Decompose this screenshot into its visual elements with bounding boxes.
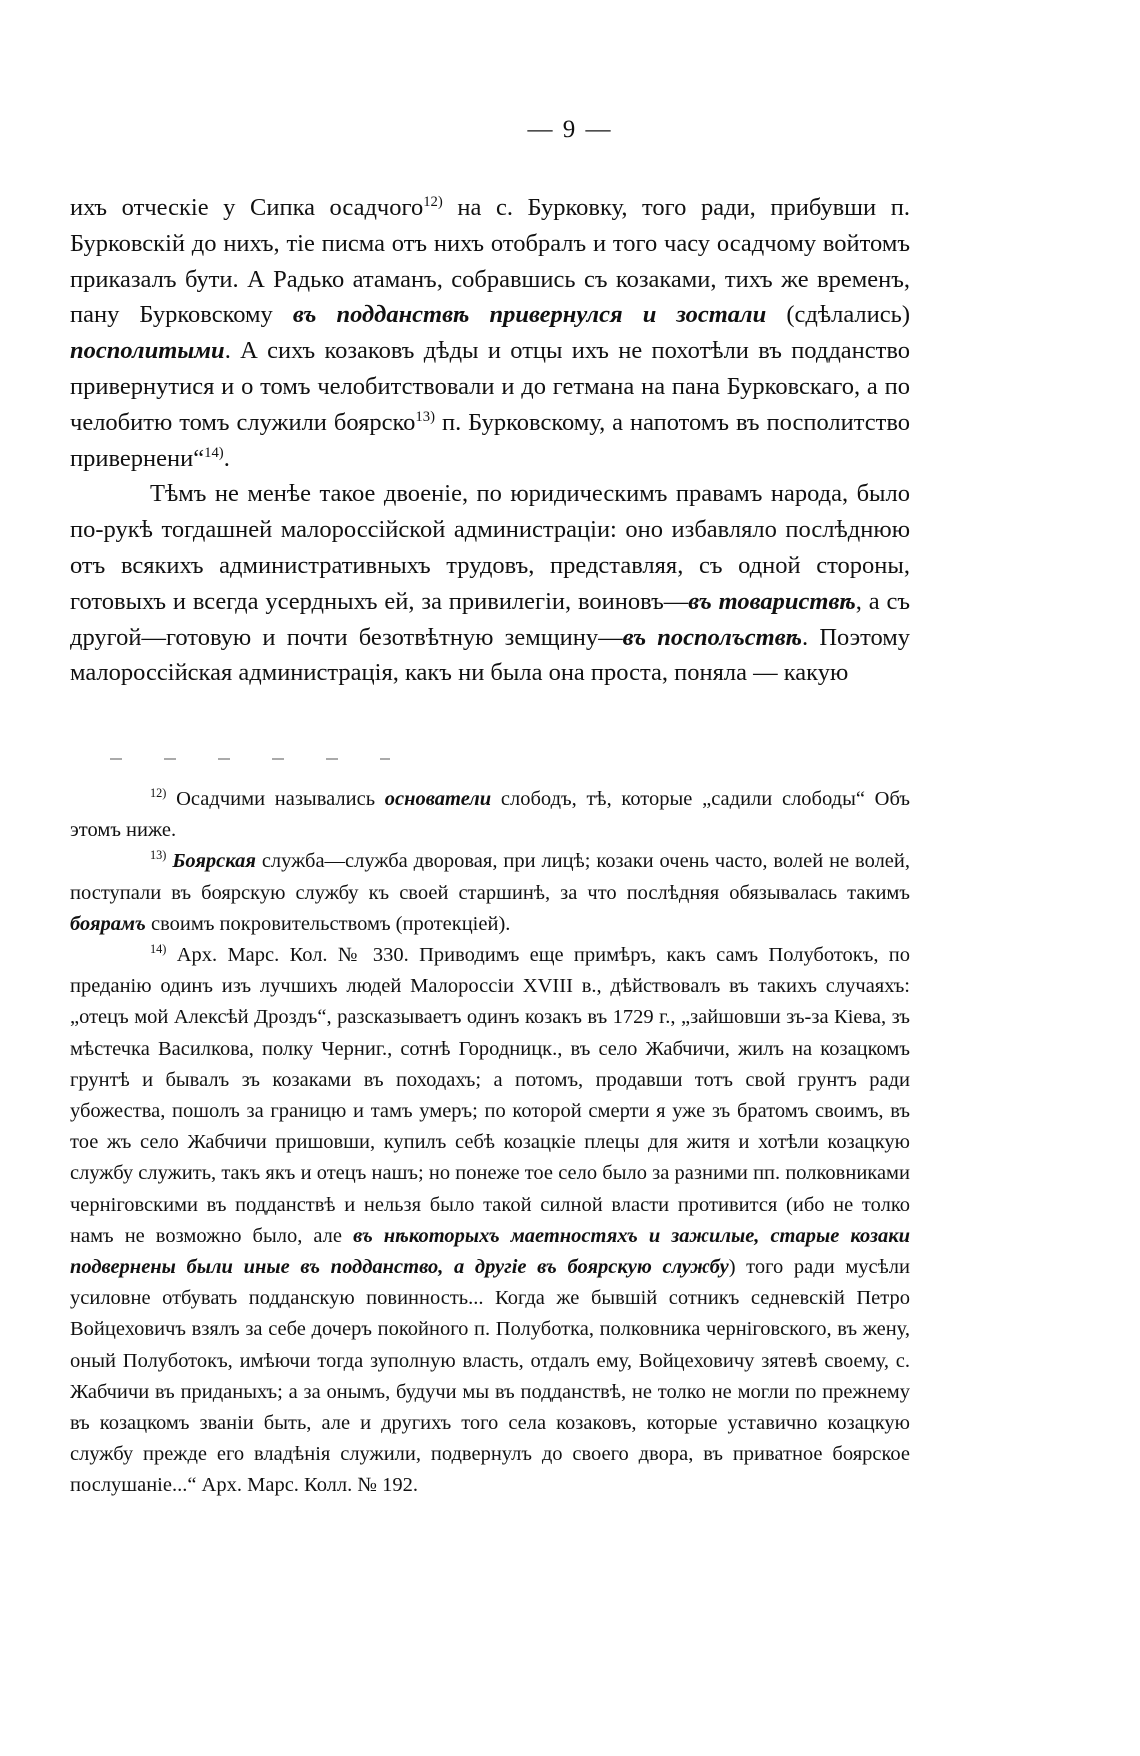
- text-run: (сдѣлались): [766, 301, 910, 329]
- italic-phrase: въ подданствѣ привернулся и зостали: [292, 301, 767, 329]
- faded-text-line: [110, 758, 390, 760]
- footnote-number: 13): [150, 848, 167, 863]
- text-run: служба—служба дворовая, при лицѣ; козаки очень часто, волей не волей, поступали въ боярскую службу къ своей старшинѣ, за что послѣдняя обязывалась такимъ: [70, 850, 910, 904]
- paragraph-2: [70, 476, 910, 691]
- text-run: на с. Бурковку, того ради, прибувши п. Бурковскій до нихъ, тіе писма отъ нихъ отобралъ и того часу осадчому войтомъ приказалъ бути. А Радько атаманъ, собравшись съ козаками, тихъ же временъ, пану Бурковскому: [70, 194, 910, 329]
- footnote-ref-14[interactable]: 14): [204, 444, 224, 461]
- text-run: п. Бурковскому, а напотомъ въ посполитство привернени“: [70, 408, 910, 472]
- text-run: , а съ другой—готовую и почти безотвѣтную земщину—: [70, 587, 910, 651]
- italic-phrase: въ посполъствѣ: [622, 623, 803, 651]
- main-text: [70, 190, 910, 691]
- text-run: .: [223, 444, 230, 472]
- text-run: Арх. Марс. Кол. № 330. Приводимъ еще примѣръ, какъ самъ Полуботокъ, по преданію одинъ изъ лучшихъ людей Малороссіи XVIII в., дѣйствовалъ въ такихъ случаяхъ: „отецъ мой Алексѣй Дроздъ“, разсказываетъ одинъ козакъ въ 1729 г., „зайшовши зъ-за Кіева, зъ мѣстечка Василкова, полку Черниг., сотнѣ Городницк., въ село Жабчичи, жилъ на козацкомъ грунтѣ и бывалъ зъ козаками въ походахъ; а потомъ, продавши тотъ свой грунтъ ради убожества, пошолъ за границю и тамъ умеръ; по которой смерти я уже зъ братомъ своимъ, въ тое жъ село Жабчичи пришовши, купилъ себѣ козацкіе плецы для житя и хотѣли козацкую службу служить, такъ якъ и отецъ нашъ; но понеже тое село было за разними пп. полковниками черніговскими въ подданствѣ и нельзя было такой силной власти противится (ибо не толко намъ не возможно было, але: [70, 944, 910, 1247]
- text-run: . А сихъ козаковъ дѣды и отцы ихъ не похотѣли въ подданство привернутися и о томъ челобитствовали и до гетмана на пана Бурковскаго, а по челобитю томъ служили боярско: [70, 337, 910, 436]
- text-run: слободъ, тѣ, которые „садили слободы“ Объ этомъ ниже.: [70, 788, 910, 842]
- text-run: ихъ отческіе у Сипка осадчого: [70, 194, 424, 221]
- footnote-number: 12): [150, 786, 167, 801]
- italic-phrase: посполитыми: [70, 337, 225, 365]
- italic-phrase: основатели: [384, 788, 492, 810]
- footnote-12: [70, 784, 910, 846]
- italic-phrase: въ нѣкоторыхъ маетностяхъ и зажилые, старые козаки подвернены были иные въ подданство, а другіе въ боярскую службу: [70, 1224, 911, 1279]
- footnote-13: [70, 846, 910, 940]
- text-run: своимъ покровительствомъ (протекціей).: [145, 912, 511, 935]
- footnotes: [70, 784, 910, 1502]
- text-run: Тѣмъ не менѣе такое двоеніе, по юридическимъ правамъ народа, было по-рукѣ тогдашней малороссійской администраціи: оно избавляло послѣднюю отъ всякихъ административныхъ трудовъ, представляя, съ одной стороны, готовыхъ и всегда усердныхъ ей, за привилегіи, воиновъ—: [70, 480, 910, 615]
- footnote-14: [70, 940, 910, 1502]
- footnote-number: 14): [150, 942, 167, 957]
- paragraph-1: [70, 190, 910, 476]
- text-run: Осадчими назывались: [166, 788, 385, 810]
- footnote-ref-13[interactable]: 13): [415, 408, 436, 425]
- text-run: ) того ради мусѣли усиловне отбувать подданскую повинность... Когда же бывшій сотникъ седневскій Петро Войцеховичъ взялъ за себе дочеръ покойного п. Полуботка, полковника черніговского, въ жену, оный Полуботокъ, имѣючи тогда зуполную власть, отдалъ ему, Войцеховичу зятевѣ своему, с. Жабчичи въ приданыхъ; а за онымъ, будучи мы въ подданствѣ, не толко не могли по прежнему въ козацкомъ званіи быть, але и другихъ того села козаковъ, которые уставично козацкую службу прежде его владѣнія служили, подвернулъ до своего двора, въ приватное боярское послушаніе...“ Арх. Марс. Колл. № 192.: [70, 1256, 910, 1497]
- text-run: . Поэтому малороссійская администрація, какъ ни была она проста, поняла — какую: [70, 623, 911, 687]
- italic-phrase: боярамъ: [70, 912, 146, 935]
- footnote-ref-12[interactable]: 12): [423, 193, 443, 210]
- page-number: — 9 —: [527, 116, 613, 143]
- italic-phrase: Боярская: [172, 850, 256, 873]
- italic-phrase: въ товариствѣ: [688, 587, 856, 615]
